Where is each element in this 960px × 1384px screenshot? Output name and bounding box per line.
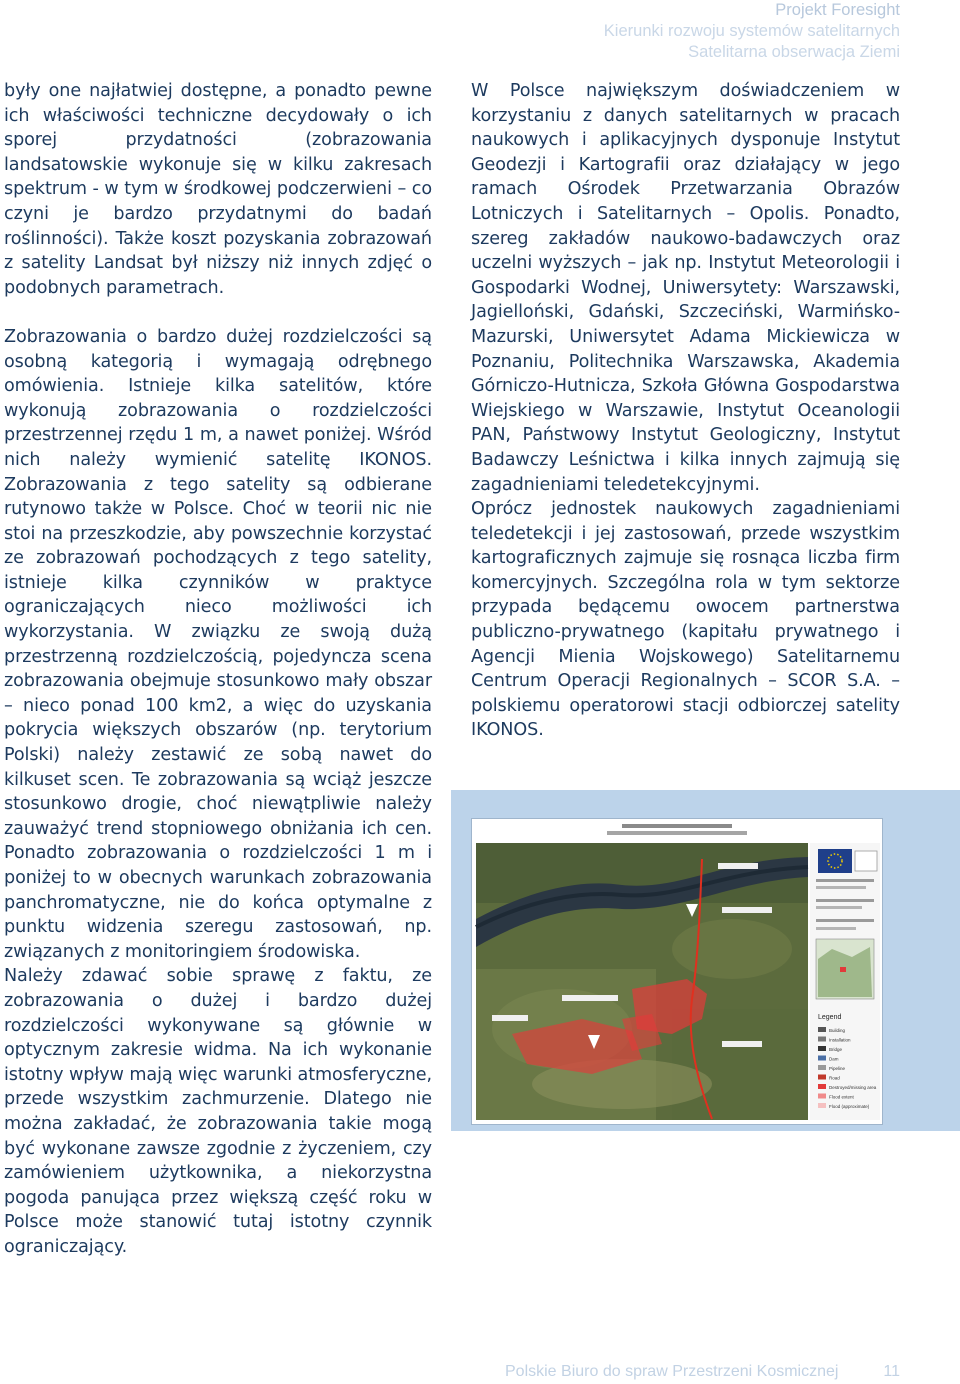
legend-swatch: [818, 1084, 826, 1089]
legend-swatch: [818, 1103, 826, 1108]
header-section: Satelitarna obserwacja Ziemi: [688, 43, 900, 61]
left-paragraph-3: Należy zdawać sobie sprawę z faktu, ze zobrazowania o dużej i bardzo dużej rozdzielczości wykonywane są głównie w optycznym zakresie widma. Na ich wykonanie istotny wpływ mają więc warunki atmosferyczne, przede wszystkim zachmurzenie. Dlatego nie można zakładać, że zobrazowania takie mogą być wykonane zawsze zgodnie z życzeniem, czy zamówieniem użytkownika, a niekorzystna pogoda panująca przez większą część roku w Polsce może stanowić tutaj istotny czynnik ograniczający.: [4, 966, 432, 1257]
right-column: [471, 79, 900, 743]
page-number: 11: [883, 1363, 900, 1380]
legend-swatch: [818, 1027, 826, 1032]
legend-swatch: [818, 1094, 826, 1099]
left-paragraph-2: Zobrazowania o bardzo dużej rozdzielczości są osobną kategorią i wymagają odrębnego omówienia. Istnieje kilka satelitów, które wykonują zobrazowania o rozdzielczości przestrzennej rzędu 1 m, a nawet poniżej. Wśród nich należy wymienić satelitę IKONOS. Zobrazowania z tego satelity są odbierane rutynowo także w Polsce. Choć w teorii nic nie stoi na przeszkodzie, aby powszechnie korzystać ze zobrazowań pochodzących z tego satelity, istnieje kilka czynników w praktyce ograniczających nieco możliwości ich wykorzystania. W związku ze swoją dużą przestrzenną rozdzielczością, pojedyncza scena zobrazowania obejmuje stosunkowo mały obszar – nieco ponad 100 km2, a więc do uzyskania pokrycia większych obszarów (np. terytorium Polski) należy zestawić ze sobą nawet do kilkuset scen. Te zobrazowania są wciąż jeszcze stosunkowo drogie, choć niewątpliwie należy zauważyć trend stopniowego obniżania ich cen. Ponadto zobrazowania o rozdzielczości 1 m i poniżej to w obecnych warunkach zobrazowania panchromatyczne, nie do końca optymalne z punktu widzenia szeregu zastosowań, np. związanych z monitoringiem środowiska.: [4, 326, 432, 962]
map-title-bar: [622, 824, 732, 828]
label-box-3: [562, 995, 618, 1001]
legend-label: Dam: [829, 1056, 839, 1062]
header-subtitle: Kierunki rozwoju systemów satelitarnych: [603, 22, 900, 40]
legend-swatch: [818, 1037, 826, 1042]
legend-label: Destroyed/missing area: [829, 1085, 877, 1090]
satellite-map-image: [472, 819, 882, 1124]
page-footer: [505, 1362, 900, 1382]
legend-label: Building: [829, 1028, 846, 1033]
label-box-5: [722, 1041, 762, 1047]
legend-label: Pipeline: [829, 1066, 846, 1071]
legend-swatch: [818, 1046, 826, 1051]
legend-swatch: [818, 1056, 826, 1061]
label-box-4: [492, 1015, 528, 1021]
legend-label: Installation: [829, 1037, 851, 1043]
right-paragraph-2: Oprócz jednostek naukowych zagadnieniami teledetekcji i jej zastosowań, przede wszystkim kartograficznych zajmuje się rosnąca liczba firm komercyjnych. Szczególna rola w tym sektorze przypada będącemu owocem partnerstwa publiczno-prywatnego (kapitału prywatnego i Agencji Mienia Wojskowego) Satelitarnemu Centrum Operacji Regionalnych – SCOR S.A. – polskiemu operatorowi stacji odbiorczej satelity IKONOS.: [471, 499, 900, 741]
map-subtitle-bar: [607, 831, 747, 835]
legend-label: Flood extent: [829, 1094, 854, 1100]
footer-publisher: Polskie Biuro do spraw Przestrzeni Kosmicznej: [505, 1363, 839, 1380]
label-box-1: [718, 863, 758, 869]
legend-title: Legend: [818, 1014, 842, 1021]
page-header: [604, 0, 900, 63]
legend-swatch: [818, 1065, 826, 1070]
map-frame: [471, 818, 883, 1125]
eu-flag-logo: [818, 849, 852, 873]
left-paragraph-1: były one najłatwiej dostępne, a ponadto pewne ich właściwości techniczne decydowały o ich sporej przydatności (zobrazowania landsatowskie wykonuje się w kilku zakresach spektrum - w tym w środkowej podczerwieni – co czyni je bardzo przydatnymi do badań roślinności). Także koszt pozyskania zobrazowań z satelity Landsat był niższy niż innych zdjęć o podobnych parametrach.: [4, 81, 432, 298]
legend-label: Flood (approximate): [829, 1104, 870, 1109]
satellite-map-figure: [451, 790, 960, 1131]
right-paragraph-1: W Polsce największym doświadczeniem w korzystaniu z danych satelitarnych w pracach naukowych i aplikacyjnych dysponuje Instytut Geodezji i Kartografii oraz działający w jego ramach Ośrodek Przetwarzania Obrazów Lotniczych i Satelitarnych – Opolis. Ponadto, szereg zakładów naukowo-badawczych oraz uczelni wyższych – jak np. Instytut Meteorologii i Gospodarki Wodnej, Uniwersytety: Warszawski, Jagielloński, Gdański, Szczeciński, Warmińsko-Mazurski, Uniwersytet Adama Mickiewicza w Poznaniu, Politechnika Warszawska, Akademia Górniczo-Hutnicza, Szkoła Główna Gospodarstwa Wiejskiego w Warszawie, Instytut Oceanologii PAN, Państwowy Instytut Geologiczny, Instytut Badawczy Leśnictwa i kilka innych zajmują się zagadnieniami teledetekcyjnymi.: [471, 81, 900, 495]
left-column: [4, 79, 432, 1260]
map-title-strip: [472, 819, 882, 841]
header-project: Projekt Foresight: [775, 1, 900, 19]
legend-label: Bridge: [829, 1047, 843, 1052]
label-box-2: [722, 907, 772, 913]
legend-label: Road: [829, 1075, 840, 1081]
legend-swatch: [818, 1075, 826, 1080]
